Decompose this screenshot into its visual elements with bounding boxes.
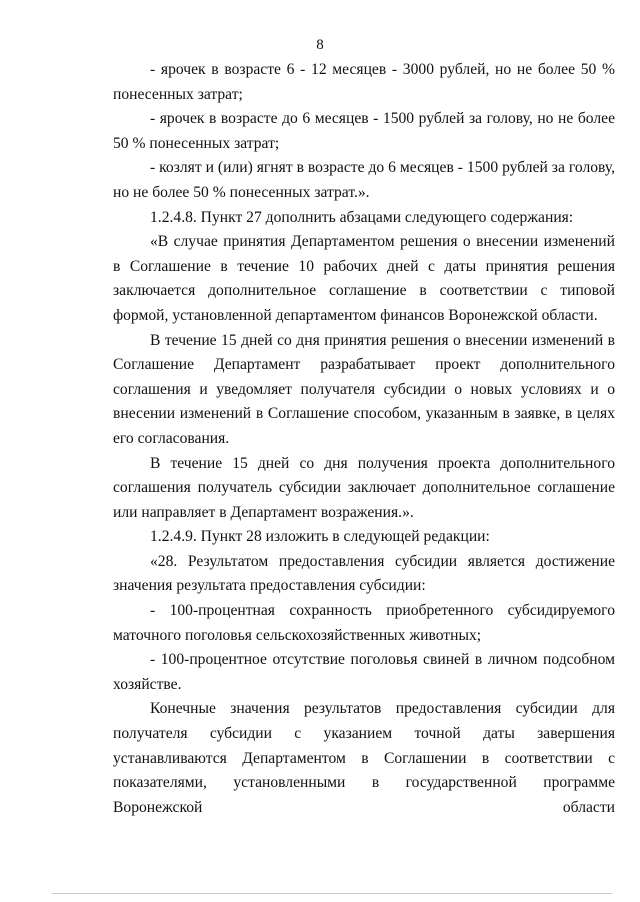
paragraph-lambs-6-12-months: - ярочек в возрасте 6 - 12 месяцев - 3000 рублей, но не более 50 % понесенных затрат; [113, 61, 615, 103]
paragraph-agreement-signing: В течение 15 дней со дня получения проекта дополнительного соглашения получатель субсидии заключает дополнительное соглашение или направляет в Департамент возражения.». [113, 454, 615, 521]
paragraph-clause-1-2-4-8: 1.2.4.8. Пункт 27 дополнить абзацами следующего содержания: [150, 208, 574, 226]
paragraph-draft-agreement: В течение 15 дней со дня принятия решения о внесении изменений в Соглашение Департамент разрабатывает проект дополнительного соглашения и уведомляет получателя субсидии о новых условиях и о внесении изменений в Соглашение способом, указанным в заявке, в целях его согласования. [113, 331, 615, 447]
document-body [113, 58, 615, 820]
paragraph-livestock-retention: - 100-процентная сохранность приобретенного субсидируемого маточного поголовья сельскохозяйственных животных; [113, 602, 615, 644]
paragraph-lambs-under-6-months: - ярочек в возрасте до 6 месяцев - 1500 рублей за голову, но не более 50 % понесенных затрат; [113, 110, 615, 152]
paragraph-amendment-decision: «В случае принятия Департаментом решения о внесении изменений в Соглашение в течение 10 рабочих дней с даты принятия решения заключается дополнительное соглашение в соответствии с типовой формой, установленной департаментом финансов Воронежской области. [113, 233, 615, 324]
page-number: 8 [316, 37, 324, 53]
paragraph-no-pigs: - 100-процентное отсутствие поголовья свиней в личном подсобном хозяйстве. [113, 651, 615, 693]
paragraph-kids-lambs-under-6-months: - козлят и (или) ягнят в возрасте до 6 месяцев - 1500 рублей за голову, но не более 50 % понесенных затрат.». [113, 159, 615, 201]
paragraph-clause-1-2-4-9: 1.2.4.9. Пункт 28 изложить в следующей редакции: [150, 528, 490, 546]
paragraph-final-values: Конечные значения результатов предоставления субсидии для получателя субсидии с указанием точной даты завершения устанавливаются Департаментом в Соглашении в соответствии с показателями, установленными в государственной программе Воронежской области [113, 700, 615, 816]
paragraph-result-definition: «28. Результатом предоставления субсидии является достижение значения результата предоставления субсидии: [113, 552, 615, 595]
scan-edge-line [52, 893, 612, 894]
